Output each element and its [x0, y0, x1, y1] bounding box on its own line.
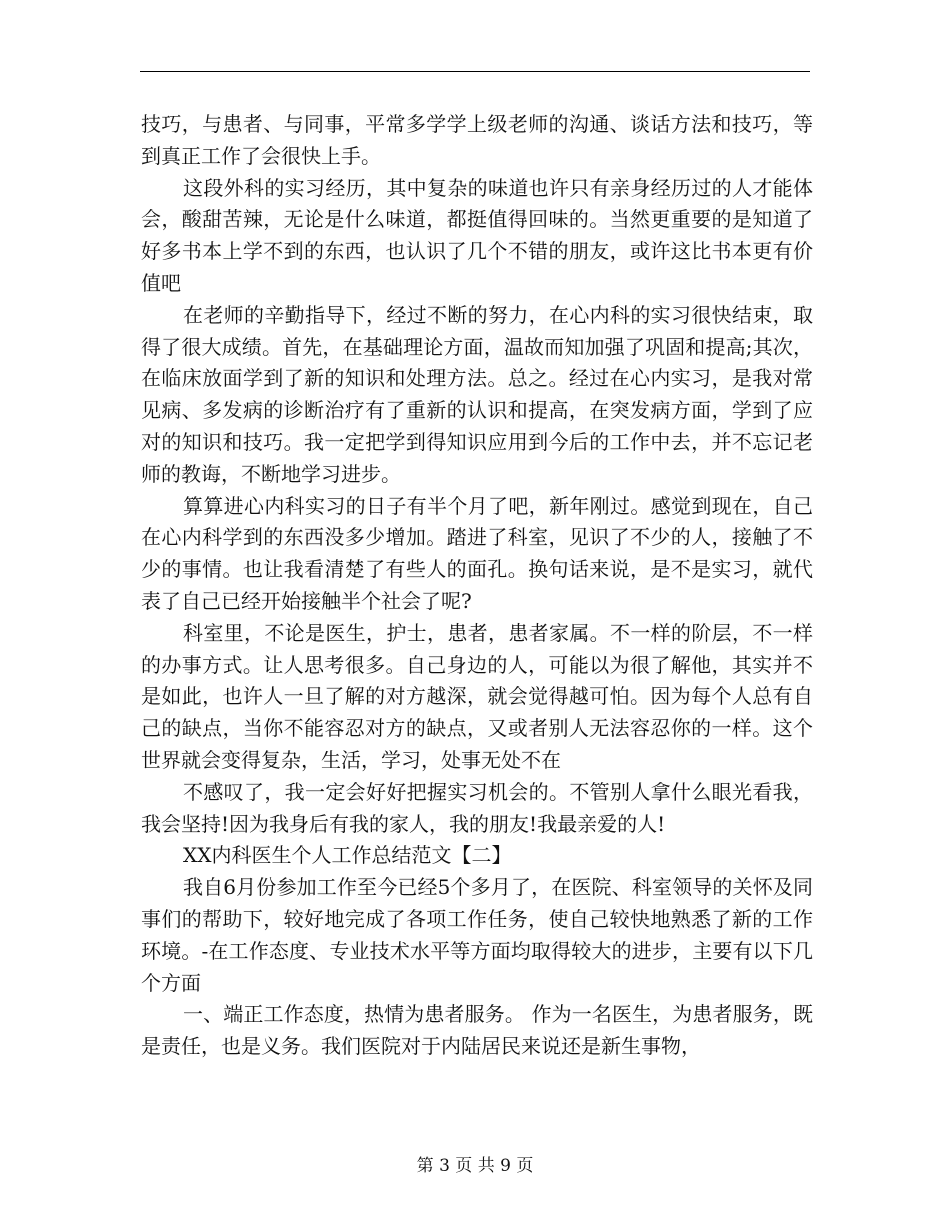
page-number: 第 3 页 共 9 页	[416, 1156, 534, 1176]
paragraph-4: 算算进心内科实习的日子有半个月了吧，新年刚过。感觉到现在，自己在心内科学到的东西没多少增加。踏进了科室，见识了不少的人，接触了不少的事情。也让我看清楚了有些人的面孔。换句话来说，是不是实习，就代表了自己已经开始接触半个社会了呢?	[141, 493, 813, 613]
paragraph-6: 不感叹了，我一定会好好把握实习机会的。不管别人拿什么眼光看我，我会坚持!因为我身后有我的家人，我的朋友!我最亲爱的人!	[141, 779, 813, 836]
paragraph-3: 在老师的辛勤指导下，经过不断的努力，在心内科的实习很快结束，取得了很大成绩。首先，在基础理论方面，温故而知加强了巩固和提高;其次，在临床放面学到了新的知识和处理方法。总之。经过在心内实习，是我对常见病、多发病的诊断治疗有了重新的认识和提高，在突发病方面，学到了应对的知识和技巧。我一定把学到得知识应用到今后的工作中去，并不忘记老师的教诲，不断地学习进步。	[141, 302, 813, 486]
paragraph-8: 一、端正工作态度，热情为患者服务。 作为一名医生，为患者服务，既是责任，也是义务。我们医院对于内陆居民来说还是新生事物，	[141, 1002, 813, 1059]
paragraph-2: 这段外科的实习经历，其中复杂的味道也许只有亲身经历过的人才能体会，酸甜苦辣，无论是什么味道，都挺值得回味的。当然更重要的是知道了好多书本上学不到的东西，也认识了几个不错的朋友，或许这比书本更有价值吧	[141, 175, 813, 295]
document-body	[141, 109, 813, 1063]
paragraph-5: 科室里，不论是医生，护士，患者，患者家属。不一样的阶层，不一样的办事方式。让人思考很多。自己身边的人，可能以为很了解他，其实并不是如此，也许人一旦了解的对方越深，就会觉得越可怕。因为每个人总有自己的缺点，当你不能容忍对方的缺点，又或者别人无法容忍你的一样。这个世界就会变得复杂，生活，学习，处事无处不在	[141, 620, 813, 772]
paragraph-7: 我自6月份参加工作至今已经5个多月了，在医院、科室领导的关怀及同事们的帮助下，较好地完成了各项工作任务，使自己较快地熟悉了新的工作环境。-在工作态度、专业技术水平等方面均取得较大的进步，主要有以下几个方面	[141, 875, 813, 995]
paragraph-1: 技巧，与患者、与同事，平常多学学上级老师的沟通、谈话方法和技巧，等到真正工作了会很快上手。	[141, 112, 813, 168]
section-heading: XX内科医生个人工作总结范文【二】	[183, 843, 512, 868]
header-rule	[140, 71, 810, 72]
